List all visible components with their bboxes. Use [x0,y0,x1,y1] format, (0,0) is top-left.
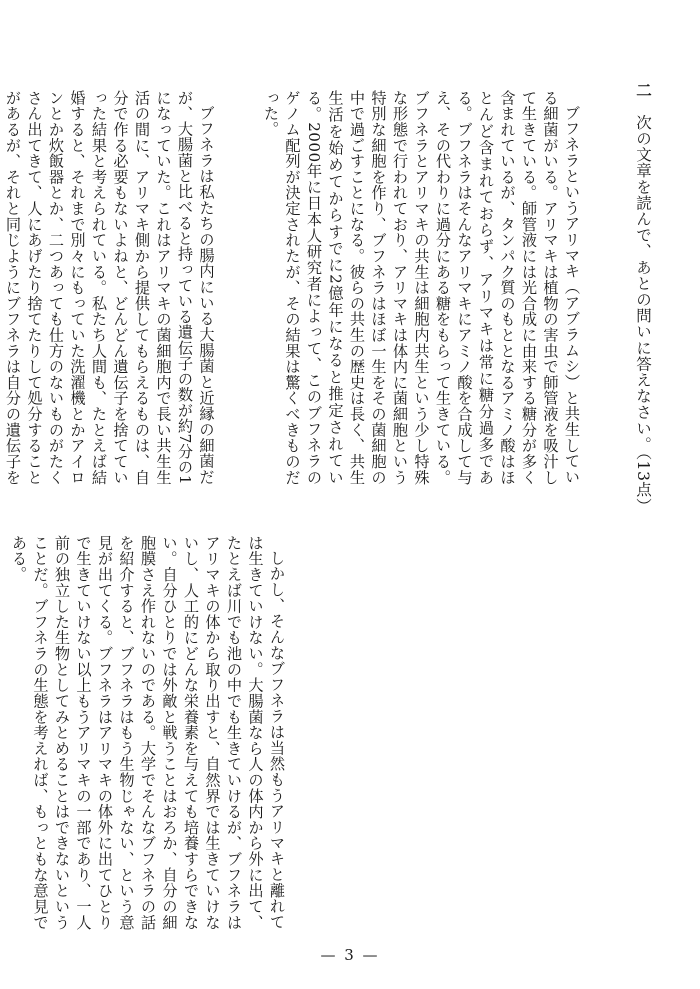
question-number: 二 [634,82,653,99]
lower-text-block [0,535,330,930]
paragraph: しかし、そんなブフネラは当然もうアリマキと離れては生きていけない。大腸菌なら人の体内から外に出て、たとえば川でも池の中でも生きていけるが、ブフネラはアリマキの体から取り出すと、自然界では生きていけないし、人工的にどんな栄養素を与えても培養すらできない。自分ひとりでは外敵と戦うことはおろか、自分の細胞膜さえ作れないのである。大学でそんなブフネラの話を紹介すると、ブフネラはもう生物じゃない、という意見が出てくる。ブフネラはアリマキの体外に出てひとりで生きていけない以上もうアリマキの一部であり、一人前の独立した生物としてみとめることはできないということだ。ブフネラの生態を考えれば、もっともな意見である。 [10,535,286,930]
upper-text-block [0,90,625,485]
question-instruction: 次の文章を読んで、あとの問いに答えなさい。（13点） [634,114,652,514]
paragraph: ブフネラというアリマキ（アブラムシ）と共生している細菌がいる。アリマキは植物の害虫で師管液を吸汁して生きている。師管液には光合成に由来する糖分が多く含まれているが、タンパク質のもととなるアミノ酸はほとんど含まれておらず、アリマキは常に糖分過多である。ブフネラはそんなアリマキにアミノ酸を合成して与え、その代わりに過分にある糖をもらって生きている。ブフネラとアリマキの共生は細胞内共生という少し特殊な形態で行われており、アリマキは体内に菌細胞という特別な細胞を作り、ブフネラはほぼ一生をその菌細胞の中で過ごすことになる。彼らの共生の歴史は長く、共生生活を始めてからすでに2億年になると推定されている。2000年に日本人研究者によって、このブフネラのゲノム配列が決定されたが、その結果は驚くべきものだった。 [262,90,581,485]
question-heading [632,82,654,514]
paragraph: ブフネラは私たちの腸内にいる大腸菌と近縁の細菌だが、大腸菌と比べると持っている遺伝子の数が約7分の1になっていた。これはアリマキの菌細胞内で長い共生生活の間に、アリマキ側から提供してもらえるものは、自分で作る必要もないよねと、どんどん遺伝子を捨てていった結果と考えられている。私たち人間も、たとえば結婚すると、それまで別々にもっていた洗濯機とかアイロンとか炊飯器とか、二つあっても仕方のないものがたくさん出てきて、人にあげたり捨てたりして処分することがあるが、それと同じようにブフネラは自分の遺伝子を [4,90,216,485]
page-number: — 3 — [320,946,380,964]
